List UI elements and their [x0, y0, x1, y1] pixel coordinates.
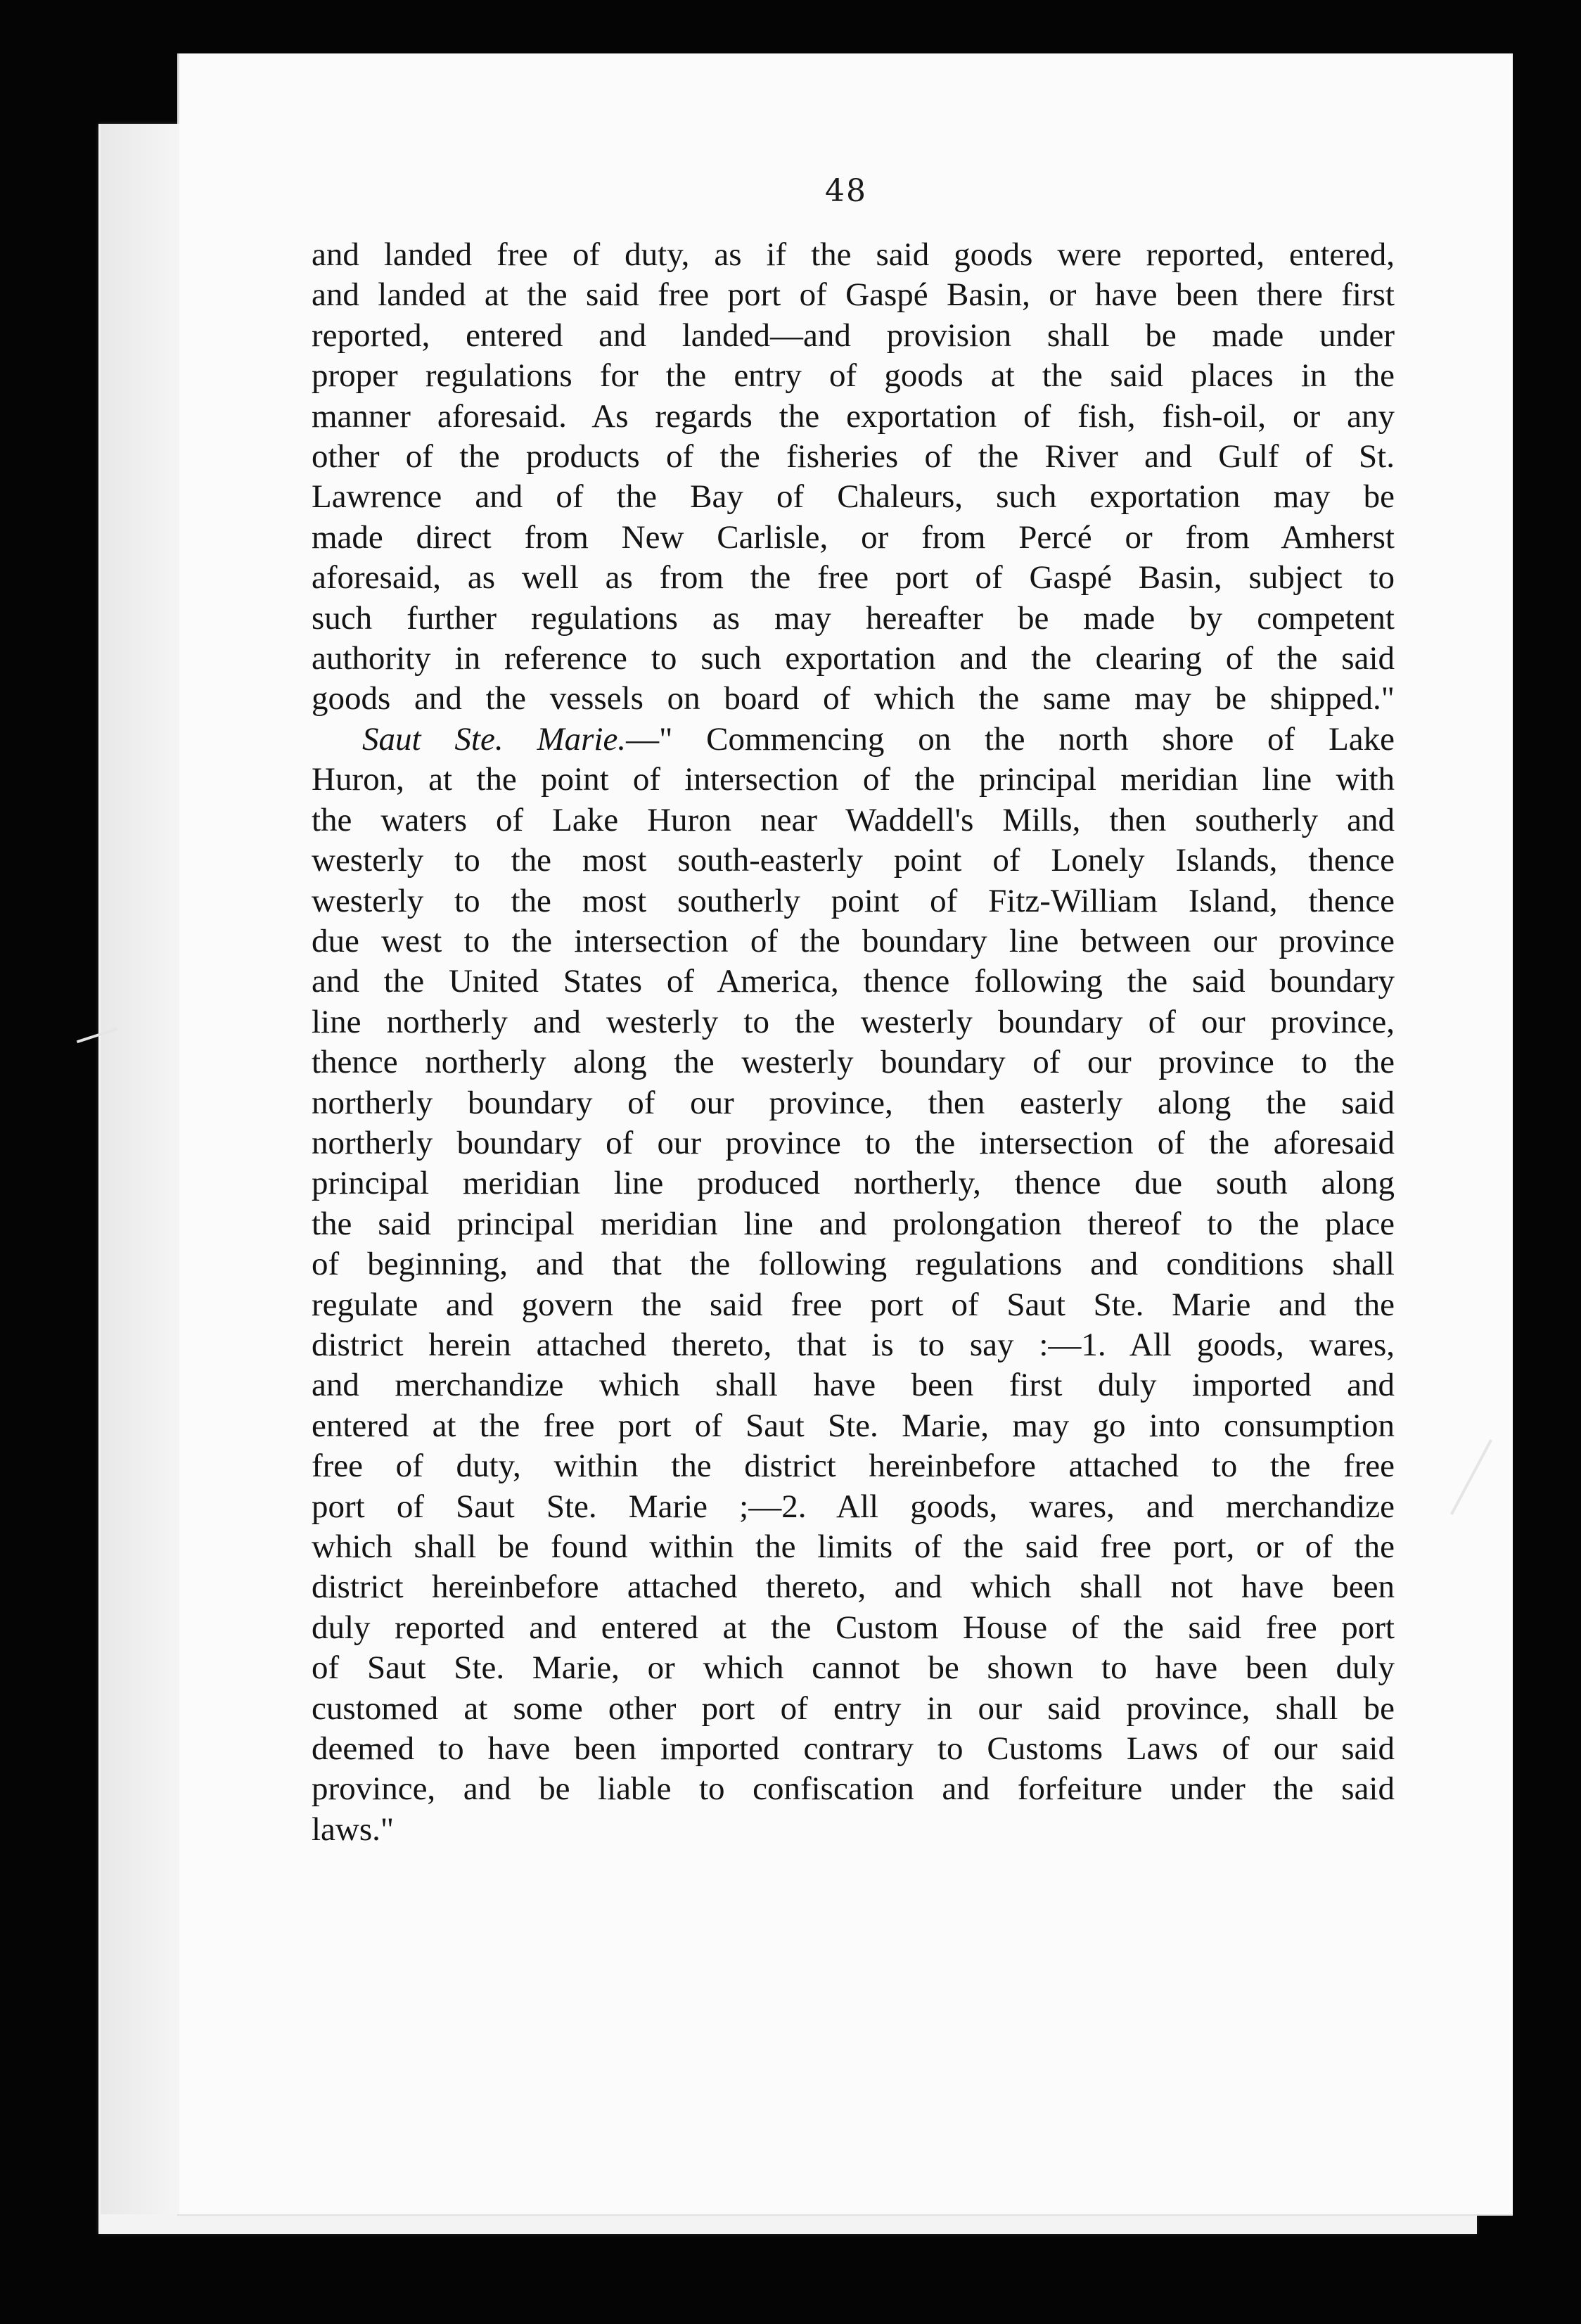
- text-line: made direct from New Carlisle, or from Percé or from Amherst: [312, 518, 1395, 556]
- text-line: authority in reference to such exportation and the clearing of the said: [312, 640, 1395, 677]
- document-page: [177, 53, 1513, 2216]
- text-line: and the United States of America, thence following the said boundary: [312, 963, 1395, 1000]
- text-line: entered at the free port of Saut Ste. Marie, may go into consumption: [312, 1407, 1395, 1444]
- text-line: regulate and govern the said free port of Saut Ste. Marie and the: [312, 1286, 1395, 1323]
- text-line: Huron, at the point of intersection of the principal meridian line with: [312, 761, 1395, 798]
- text-line: deemed to have been imported contrary to Customs Laws of our said: [312, 1730, 1395, 1768]
- text-line: westerly to the most south-easterly point of Lonely Islands, thence: [312, 842, 1395, 879]
- text-line: customed at some other port of entry in our said province, shall be: [312, 1690, 1395, 1727]
- text-line: reported, entered and landed—and provision shall be made under: [312, 317, 1395, 354]
- text-line: port of Saut Ste. Marie ;—2. All goods, wares, and merchandize: [312, 1488, 1395, 1525]
- text-line: and merchandize which shall have been first duly imported and: [312, 1367, 1395, 1404]
- text-line: other of the products of the fisheries of the River and Gulf of St.: [312, 438, 1395, 475]
- text-line: duly reported and entered at the Custom House of the said free port: [312, 1609, 1395, 1646]
- text-line: such further regulations as may hereafter be made by competent: [312, 599, 1395, 637]
- text-line: line northerly and westerly to the westerly boundary of our province,: [312, 1003, 1395, 1040]
- page-number: 48: [825, 173, 867, 209]
- text-line: principal meridian line produced northerly, thence due south along: [312, 1165, 1395, 1202]
- text-line: thence northerly along the westerly boundary of our province to the: [312, 1044, 1395, 1081]
- text-line: due west to the intersection of the boundary line between our province: [312, 922, 1395, 959]
- text-line: northerly boundary of our province to the intersection of the aforesaid: [312, 1124, 1395, 1161]
- text-line: district herein attached thereto, that is to say :—1. All goods, wares,: [312, 1326, 1395, 1363]
- text-line: free of duty, within the district hereinbefore attached to the free: [312, 1448, 1395, 1485]
- section-label: Saut Ste. Marie.: [362, 720, 627, 758]
- paragraph-opening: [312, 720, 1395, 760]
- text-line: district hereinbefore attached thereto, and which shall not have been: [312, 1569, 1395, 1606]
- text-line: proper regulations for the entry of goods at the said places in the: [312, 357, 1395, 395]
- text-line: the said principal meridian line and prolongation thereof to the place: [312, 1205, 1395, 1242]
- text-line: aforesaid, as well as from the free port of Gaspé Basin, subject to: [312, 559, 1395, 596]
- text-line: goods and the vessels on board of which the same may be shipped.": [312, 680, 1395, 717]
- text-line: and landed free of duty, as if the said goods were reported, entered,: [312, 236, 1395, 273]
- text-line: of beginning, and that the following regulations and conditions shall: [312, 1246, 1395, 1283]
- page-body: [312, 235, 1395, 1850]
- text-line: of Saut Ste. Marie, or which cannot be shown to have been duly: [312, 1649, 1395, 1687]
- text-line: Lawrence and of the Bay of Chaleurs, such exportation may be: [312, 478, 1395, 516]
- text-line: —" Commencing on the north shore of Lake: [626, 720, 1395, 758]
- text-line: westerly to the most southerly point of Fitz-William Island, thence: [312, 882, 1395, 919]
- text-line: and landed at the said free port of Gaspé Basin, or have been there first: [312, 276, 1395, 314]
- text-line: which shall be found within the limits of the said free port, or of the: [312, 1528, 1395, 1565]
- text-line: the waters of Lake Huron near Waddell's Mills, then southerly and: [312, 801, 1395, 838]
- text-line: province, and be liable to confiscation and forfeiture under the said: [312, 1770, 1395, 1808]
- text-line: northerly boundary of our province, then easterly along the said: [312, 1084, 1395, 1121]
- text-line: laws.": [312, 1811, 395, 1848]
- text-line: manner aforesaid. As regards the exportation of fish, fish-oil, or any: [312, 397, 1395, 435]
